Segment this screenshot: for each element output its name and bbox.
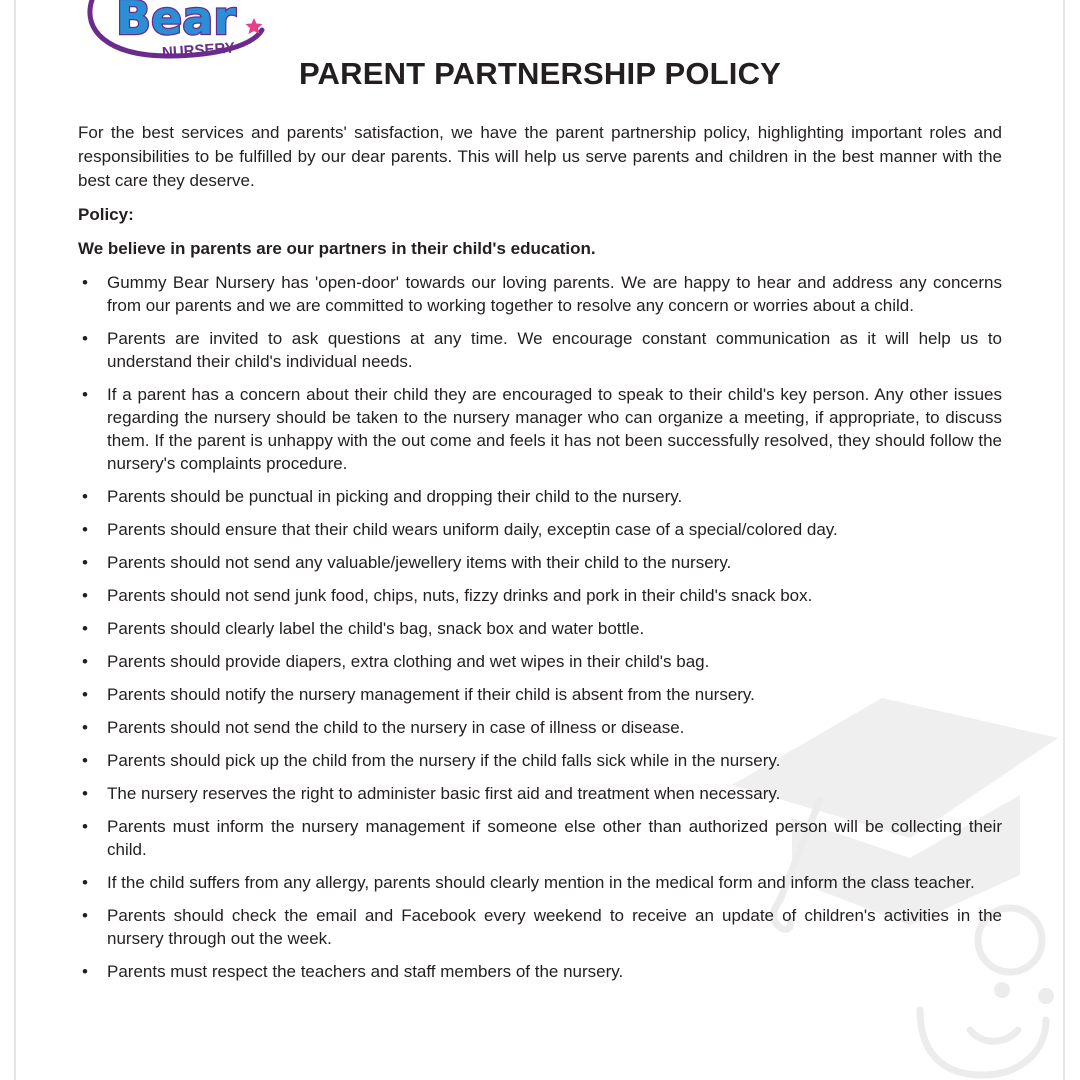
rule-text: Parents should notify the nursery management if their child is absent from the nursery. <box>107 685 755 704</box>
rule-text: If a parent has a concern about their child they are encouraged to speak to their child's key person. Any other issues regarding the nursery should be taken to the nursery manager who can organize a meeting, if appropriate, to discuss them. If the parent is unhappy with the out come and feels it has not been successfully resolved, they should follow the nursery's complaints procedure. <box>107 385 1002 473</box>
list-item <box>78 683 1002 706</box>
list-item <box>78 617 1002 640</box>
bullet-icon: • <box>82 873 88 892</box>
rule-text: Parents should provide diapers, extra clothing and wet wipes in their child's bag. <box>107 652 710 671</box>
list-item <box>78 960 1002 983</box>
list-item <box>78 551 1002 574</box>
rule-text: Parents should clearly label the child's bag, snack box and water bottle. <box>107 619 645 638</box>
list-item <box>78 327 1002 373</box>
bullet-icon: • <box>82 520 88 539</box>
bullet-icon: • <box>82 553 88 572</box>
list-item <box>78 518 1002 541</box>
rule-text: Parents must respect the teachers and staff members of the nursery. <box>107 962 624 981</box>
bullet-icon: • <box>82 817 88 836</box>
bullet-icon: • <box>82 487 88 506</box>
logo-word: Bear <box>116 0 236 45</box>
list-item <box>78 871 1002 894</box>
rule-text: Parents should not send any valuable/jewellery items with their child to the nursery. <box>107 553 732 572</box>
rule-text: Parents should be punctual in picking and dropping their child to the nursery. <box>107 487 683 506</box>
rule-text: Gummy Bear Nursery has 'open-door' towards our loving parents. We are happy to hear and address any concerns from our parents and we are committed to working together to resolve any concern or worries about a child. <box>107 273 1002 315</box>
logo-subtitle: NURSERY <box>161 39 236 62</box>
list-item <box>78 815 1002 861</box>
belief-statement: We believe in parents are our partners in their child's education. <box>78 239 596 258</box>
policy-heading: Policy: <box>78 205 134 224</box>
rule-text: Parents are invited to ask questions at any time. We encourage constant communication as it will help us to understand their child's individual needs. <box>107 329 1002 371</box>
list-item <box>78 584 1002 607</box>
list-item <box>78 485 1002 508</box>
list-item <box>78 749 1002 772</box>
rule-text: Parents should not send junk food, chips, nuts, fizzy drinks and pork in their child's snack box. <box>107 586 813 605</box>
policy-rules-list <box>78 271 1002 983</box>
list-item <box>78 650 1002 673</box>
list-item <box>78 271 1002 317</box>
bullet-icon: • <box>82 586 88 605</box>
rule-text: Parents should not send the child to the nursery in case of illness or disease. <box>107 718 685 737</box>
list-item <box>78 904 1002 950</box>
rule-text: Parents must inform the nursery management if someone else other than authorized person will be collecting their child. <box>107 817 1002 859</box>
rule-text: Parents should pick up the child from the nursery if the child falls sick while in the nursery. <box>107 751 781 770</box>
bullet-icon: • <box>82 329 88 348</box>
bullet-icon: • <box>82 385 88 404</box>
bullet-icon: • <box>82 718 88 737</box>
rule-text: If the child suffers from any allergy, parents should clearly mention in the medical form and inform the class teacher. <box>107 873 975 892</box>
list-item <box>78 716 1002 739</box>
rule-text: Parents should ensure that their child wears uniform daily, exceptin case of a special/colored day. <box>107 520 838 539</box>
bullet-icon: • <box>82 751 88 770</box>
bullet-icon: • <box>82 652 88 671</box>
bullet-icon: • <box>82 962 88 981</box>
bullet-icon: • <box>82 906 88 925</box>
rule-text: The nursery reserves the right to administer basic first aid and treatment when necessary. <box>107 784 781 803</box>
list-item <box>78 383 1002 475</box>
bullet-icon: • <box>82 619 88 638</box>
list-item <box>78 782 1002 805</box>
bullet-icon: • <box>82 685 88 704</box>
rule-text: Parents should check the email and Facebook every weekend to receive an update of children's activities in the nursery through out the week. <box>107 906 1002 948</box>
bullet-icon: • <box>82 273 88 292</box>
bullet-icon: • <box>82 784 88 803</box>
document-body <box>78 121 1002 993</box>
page-title: PARENT PARTNERSHIP POLICY <box>298 56 782 91</box>
intro-paragraph: For the best services and parents' satisfaction, we have the parent partnership policy, highlighting important roles and responsibilities to be fulfilled by our dear parents. This will help us serve parents and children in the best manner with the best care they deserve. <box>78 123 1002 190</box>
page-border-left <box>14 0 16 1080</box>
